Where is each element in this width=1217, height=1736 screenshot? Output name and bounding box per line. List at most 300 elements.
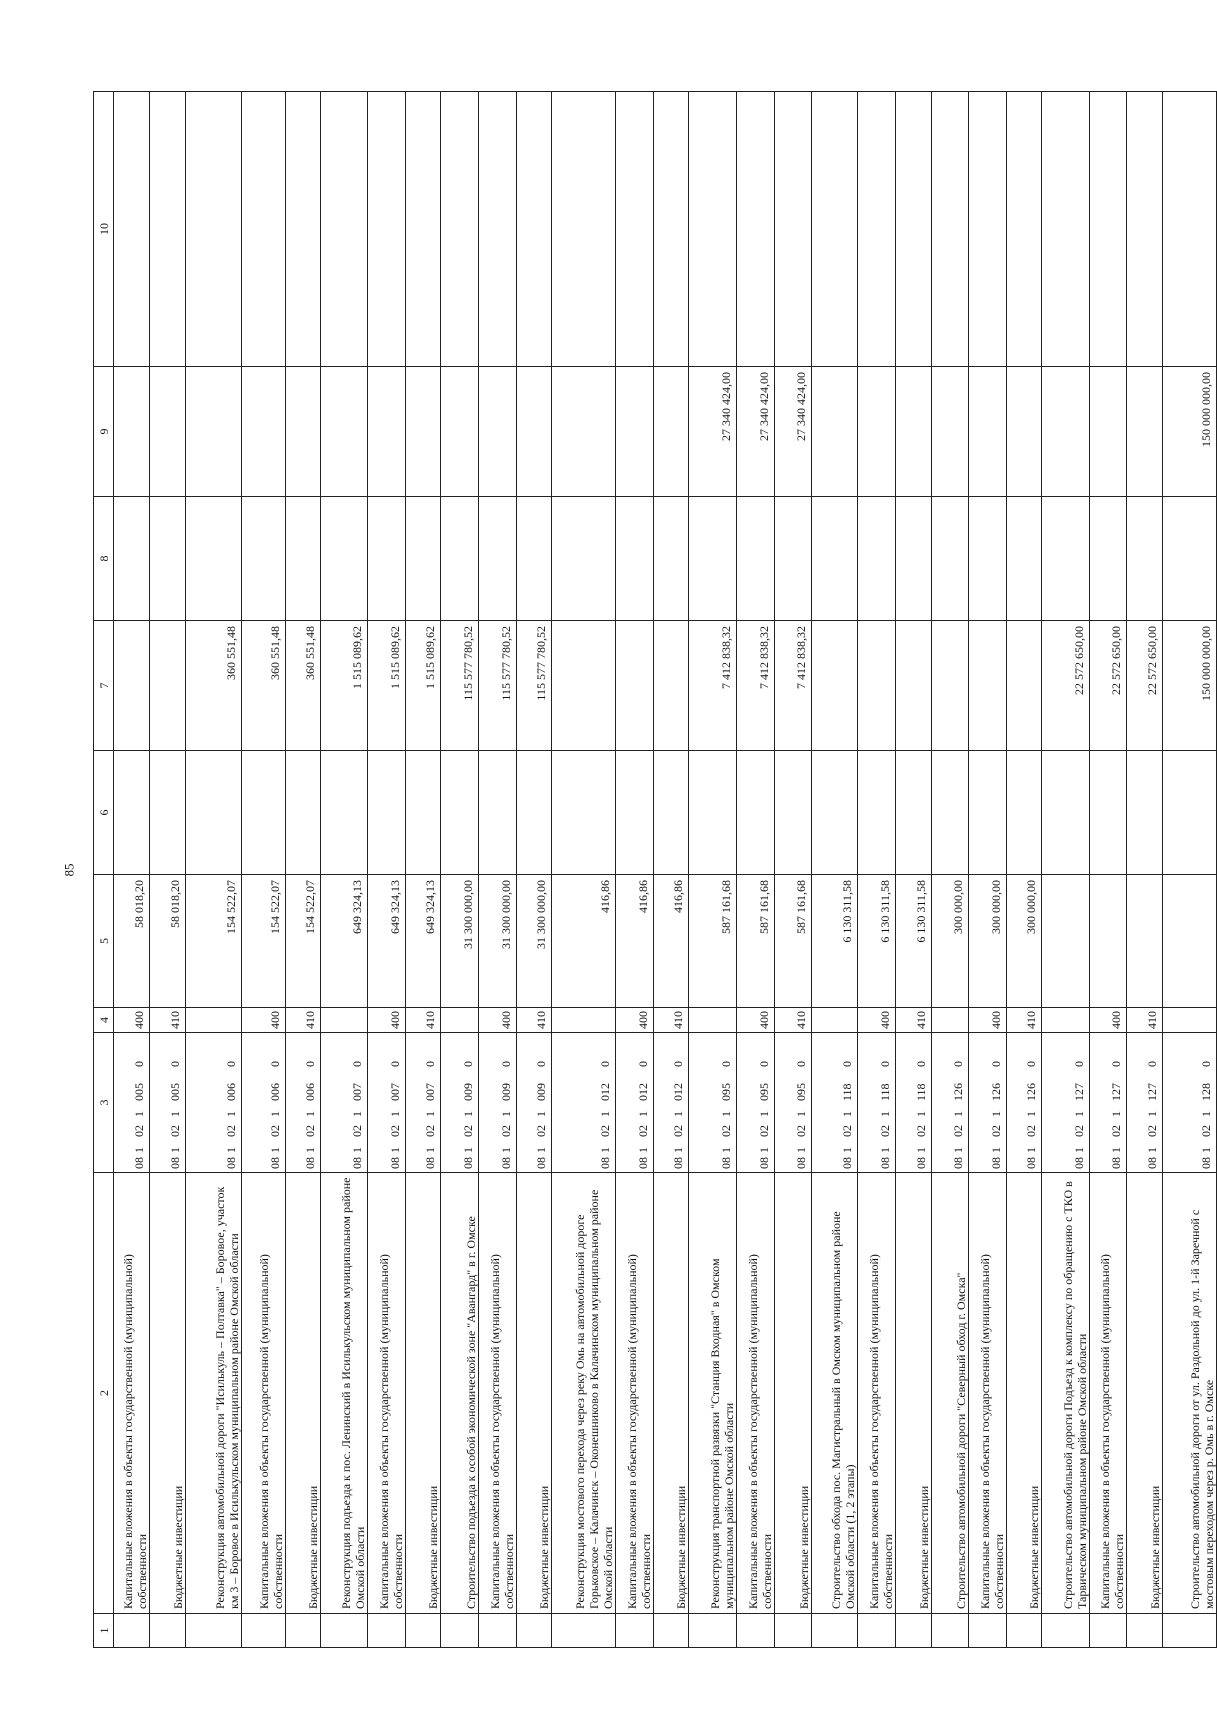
table-row bbox=[812, 92, 858, 1648]
row-name-cell: Капитальные вложения в объекты государственной (муниципальной) собственности bbox=[858, 1173, 896, 1614]
row-type-cell bbox=[552, 1008, 616, 1033]
row-col1-cell bbox=[1163, 1614, 1217, 1648]
row-value-cell-c5: 587 161,68 bbox=[737, 875, 775, 1008]
code-part: 1 bbox=[1145, 1147, 1159, 1153]
code-part: 02 bbox=[168, 1125, 182, 1137]
row-col1-cell bbox=[1127, 1614, 1163, 1648]
table-row bbox=[1007, 92, 1042, 1648]
table-row bbox=[689, 92, 737, 1648]
row-name-cell: Бюджетные инвестиции bbox=[150, 1173, 186, 1614]
row-col1-cell bbox=[406, 1614, 441, 1648]
row-col1-cell bbox=[896, 1614, 932, 1648]
row-value-cell-c7 bbox=[552, 621, 616, 751]
page-number-text: 85 bbox=[61, 863, 76, 877]
row-value-cell-c7: 7 412 838,32 bbox=[775, 621, 812, 751]
row-col1-cell bbox=[242, 1614, 286, 1648]
code-part: 009 bbox=[534, 1083, 548, 1101]
row-code-cell bbox=[479, 1033, 517, 1173]
row-value-cell-c10 bbox=[969, 92, 1007, 367]
row-type-cell: 410 bbox=[775, 1008, 812, 1033]
row-value-cell-c9 bbox=[517, 367, 552, 497]
code-part: 095 bbox=[719, 1083, 733, 1101]
code-part: 0 bbox=[757, 1061, 771, 1067]
code-part: 1 bbox=[878, 1111, 892, 1117]
row-type-cell: 400 bbox=[242, 1008, 286, 1033]
row-type-cell bbox=[1163, 1008, 1217, 1033]
row-col1-cell bbox=[114, 1614, 150, 1648]
table-row bbox=[242, 92, 286, 1648]
row-value-cell-c7 bbox=[114, 621, 150, 751]
row-value-cell-c6 bbox=[406, 751, 441, 875]
row-type-cell bbox=[186, 1008, 242, 1033]
code-part: 006 bbox=[303, 1083, 317, 1101]
row-name-cell: Капитальные вложения в объекты государственной (муниципальной) собственности bbox=[737, 1173, 775, 1614]
row-code-cell bbox=[441, 1033, 479, 1173]
row-value-cell-c10 bbox=[689, 92, 737, 367]
header-cell-8: 8 bbox=[94, 497, 114, 621]
row-col1-cell bbox=[1090, 1614, 1127, 1648]
code-part: 0 bbox=[878, 1061, 892, 1067]
code-part: 02 bbox=[132, 1125, 146, 1137]
row-value-cell-c10 bbox=[406, 92, 441, 367]
row-code-cell bbox=[150, 1033, 186, 1173]
row-type-cell bbox=[441, 1008, 479, 1033]
code-part: 1 bbox=[914, 1111, 928, 1117]
row-value-cell-c6 bbox=[1163, 751, 1217, 875]
row-value-cell-c9 bbox=[858, 367, 896, 497]
row-code-cell bbox=[1090, 1033, 1127, 1173]
row-value-cell-c5: 416,86 bbox=[616, 875, 654, 1008]
row-value-cell-c8 bbox=[242, 497, 286, 621]
code-part: 005 bbox=[132, 1083, 146, 1101]
table-row bbox=[775, 92, 812, 1648]
code-part: 1 bbox=[224, 1147, 238, 1153]
header-cell-9: 9 bbox=[94, 367, 114, 497]
row-type-cell bbox=[321, 1008, 368, 1033]
row-type-cell: 400 bbox=[479, 1008, 517, 1033]
code-part: 0 bbox=[423, 1061, 437, 1067]
row-col1-cell bbox=[689, 1614, 737, 1648]
code-part: 02 bbox=[757, 1125, 771, 1137]
code-part: 1 bbox=[719, 1111, 733, 1117]
code-part: 02 bbox=[671, 1125, 685, 1137]
row-type-cell: 400 bbox=[737, 1008, 775, 1033]
row-value-cell-c6 bbox=[286, 751, 321, 875]
code-part: 1 bbox=[388, 1111, 402, 1117]
row-value-cell-c10 bbox=[932, 92, 969, 367]
row-value-cell-c9 bbox=[1042, 367, 1090, 497]
code-part: 08 bbox=[499, 1157, 513, 1169]
code-part: 009 bbox=[499, 1083, 513, 1101]
row-name-cell: Реконструкция мостового перехода через реку Омь на автомобильной дороге Горьковское – Калачинск – Оконешниково в Калачинском муниципальном районе Омской области bbox=[552, 1173, 616, 1614]
table-row bbox=[1127, 92, 1163, 1648]
row-value-cell-c6 bbox=[479, 751, 517, 875]
row-value-cell-c7 bbox=[932, 621, 969, 751]
row-value-cell-c10 bbox=[1090, 92, 1127, 367]
row-name-cell: Реконструкция автомобильной дороги "Исилькуль – Полтавка" – Боровое, участок км 3 – Боровое в Исилькульском муниципальном районе Омской области bbox=[186, 1173, 242, 1614]
row-col1-cell bbox=[775, 1614, 812, 1648]
row-value-cell-c7: 1 515 089,62 bbox=[321, 621, 368, 751]
row-type-cell: 410 bbox=[654, 1008, 689, 1033]
code-part: 08 bbox=[1024, 1157, 1038, 1169]
row-value-cell-c9 bbox=[150, 367, 186, 497]
row-value-cell-c6 bbox=[932, 751, 969, 875]
row-value-cell-c10 bbox=[441, 92, 479, 367]
row-value-cell-c8 bbox=[186, 497, 242, 621]
row-value-cell-c8 bbox=[932, 497, 969, 621]
row-value-cell-c7: 7 412 838,32 bbox=[737, 621, 775, 751]
row-value-cell-c6 bbox=[552, 751, 616, 875]
code-part: 007 bbox=[350, 1083, 364, 1101]
row-name-cell: Бюджетные инвестиции bbox=[1127, 1173, 1163, 1614]
row-code-cell bbox=[552, 1033, 616, 1173]
row-value-cell-c8 bbox=[1042, 497, 1090, 621]
code-part: 08 bbox=[224, 1157, 238, 1169]
code-part: 1 bbox=[1199, 1147, 1213, 1153]
row-value-cell-c5: 31 300 000,00 bbox=[517, 875, 552, 1008]
table-row bbox=[368, 92, 406, 1648]
table-row bbox=[479, 92, 517, 1648]
code-part: 127 bbox=[1109, 1083, 1123, 1101]
row-value-cell-c9 bbox=[552, 367, 616, 497]
code-part: 1 bbox=[794, 1147, 808, 1153]
row-value-cell-c10 bbox=[186, 92, 242, 367]
row-value-cell-c8 bbox=[896, 497, 932, 621]
code-part: 02 bbox=[268, 1125, 282, 1137]
table-row bbox=[406, 92, 441, 1648]
code-part: 1 bbox=[598, 1111, 612, 1117]
row-value-cell-c8 bbox=[1127, 497, 1163, 621]
code-part: 012 bbox=[636, 1083, 650, 1101]
header-cell-1: 1 bbox=[94, 1614, 114, 1648]
row-col1-cell bbox=[812, 1614, 858, 1648]
code-part: 0 bbox=[303, 1061, 317, 1067]
code-part: 1 bbox=[268, 1147, 282, 1153]
row-value-cell-c6 bbox=[368, 751, 406, 875]
code-part: 1 bbox=[989, 1147, 1003, 1153]
row-value-cell-c5 bbox=[1127, 875, 1163, 1008]
row-value-cell-c5: 154 522,07 bbox=[286, 875, 321, 1008]
row-value-cell-c7: 7 412 838,32 bbox=[689, 621, 737, 751]
row-value-cell-c8 bbox=[616, 497, 654, 621]
row-code-cell bbox=[186, 1033, 242, 1173]
code-part: 1 bbox=[719, 1147, 733, 1153]
row-type-cell: 410 bbox=[286, 1008, 321, 1033]
row-value-cell-c10 bbox=[812, 92, 858, 367]
row-type-cell bbox=[812, 1008, 858, 1033]
row-value-cell-c6 bbox=[1127, 751, 1163, 875]
code-part: 1 bbox=[1072, 1147, 1086, 1153]
row-value-cell-c8 bbox=[812, 497, 858, 621]
code-part: 126 bbox=[989, 1083, 1003, 1101]
row-value-cell-c10 bbox=[1163, 92, 1217, 367]
row-value-cell-c9 bbox=[1127, 367, 1163, 497]
row-value-cell-c6 bbox=[737, 751, 775, 875]
code-part: 08 bbox=[388, 1157, 402, 1169]
row-code-cell bbox=[242, 1033, 286, 1173]
code-part: 02 bbox=[1145, 1125, 1159, 1137]
code-part: 08 bbox=[840, 1157, 854, 1169]
row-value-cell-c6 bbox=[321, 751, 368, 875]
row-value-cell-c10 bbox=[368, 92, 406, 367]
row-type-cell: 410 bbox=[406, 1008, 441, 1033]
code-part: 1 bbox=[499, 1111, 513, 1117]
row-value-cell-c7 bbox=[812, 621, 858, 751]
header-cell-5: 5 bbox=[94, 875, 114, 1008]
code-part: 118 bbox=[914, 1083, 928, 1101]
row-value-cell-c5: 6 130 311,58 bbox=[858, 875, 896, 1008]
row-value-cell-c6 bbox=[654, 751, 689, 875]
row-value-cell-c7: 115 577 780,52 bbox=[517, 621, 552, 751]
row-value-cell-c7 bbox=[969, 621, 1007, 751]
code-part: 1 bbox=[671, 1147, 685, 1153]
code-part: 02 bbox=[598, 1125, 612, 1137]
code-part: 1 bbox=[1109, 1147, 1123, 1153]
row-value-cell-c9: 27 340 424,00 bbox=[737, 367, 775, 497]
code-part: 08 bbox=[268, 1157, 282, 1169]
row-name-cell: Строительство автомобильной дороги от ул. Раздольной до ул. 1-й Заречной с мостовым переходом через р. Омь в г. Омске bbox=[1163, 1173, 1217, 1614]
row-value-cell-c10 bbox=[286, 92, 321, 367]
row-value-cell-c5: 300 000,00 bbox=[932, 875, 969, 1008]
row-name-cell: Капитальные вложения в объекты государственной (муниципальной) собственности bbox=[479, 1173, 517, 1614]
row-value-cell-c8 bbox=[1007, 497, 1042, 621]
code-part: 0 bbox=[461, 1061, 475, 1067]
code-part: 08 bbox=[794, 1157, 808, 1169]
code-part: 1 bbox=[951, 1147, 965, 1153]
row-value-cell-c10 bbox=[1127, 92, 1163, 367]
table-row bbox=[321, 92, 368, 1648]
row-col1-cell bbox=[517, 1614, 552, 1648]
row-value-cell-c5: 154 522,07 bbox=[242, 875, 286, 1008]
row-value-cell-c9 bbox=[368, 367, 406, 497]
row-col1-cell bbox=[321, 1614, 368, 1648]
budget-table bbox=[93, 91, 1217, 1648]
code-part: 08 bbox=[1199, 1157, 1213, 1169]
code-part: 1 bbox=[794, 1111, 808, 1117]
row-value-cell-c8 bbox=[654, 497, 689, 621]
code-part: 0 bbox=[989, 1061, 1003, 1067]
row-type-cell: 400 bbox=[858, 1008, 896, 1033]
table-row bbox=[114, 92, 150, 1648]
table-row bbox=[932, 92, 969, 1648]
row-value-cell-c9 bbox=[969, 367, 1007, 497]
code-part: 0 bbox=[840, 1061, 854, 1067]
row-value-cell-c10 bbox=[517, 92, 552, 367]
row-value-cell-c9 bbox=[479, 367, 517, 497]
code-part: 08 bbox=[423, 1157, 437, 1169]
code-part: 1 bbox=[1199, 1111, 1213, 1117]
row-value-cell-c10 bbox=[1042, 92, 1090, 367]
code-part: 1 bbox=[168, 1147, 182, 1153]
row-value-cell-c8 bbox=[368, 497, 406, 621]
row-value-cell-c9 bbox=[616, 367, 654, 497]
code-part: 0 bbox=[1072, 1061, 1086, 1067]
row-value-cell-c6 bbox=[812, 751, 858, 875]
table-row bbox=[1090, 92, 1127, 1648]
row-value-cell-c7: 150 000 000,00 bbox=[1163, 621, 1217, 751]
code-part: 08 bbox=[168, 1157, 182, 1169]
row-value-cell-c7: 360 551,48 bbox=[286, 621, 321, 751]
row-value-cell-c8 bbox=[737, 497, 775, 621]
table-row bbox=[616, 92, 654, 1648]
code-part: 1 bbox=[1109, 1111, 1123, 1117]
code-part: 08 bbox=[878, 1157, 892, 1169]
row-value-cell-c9 bbox=[286, 367, 321, 497]
code-part: 1 bbox=[132, 1111, 146, 1117]
code-part: 0 bbox=[388, 1061, 402, 1067]
code-part: 08 bbox=[132, 1157, 146, 1169]
code-part: 1 bbox=[461, 1111, 475, 1117]
code-part: 0 bbox=[598, 1061, 612, 1067]
row-value-cell-c8 bbox=[150, 497, 186, 621]
row-type-cell: 410 bbox=[517, 1008, 552, 1033]
row-name-cell: Бюджетные инвестиции bbox=[896, 1173, 932, 1614]
row-value-cell-c5: 58 018,20 bbox=[114, 875, 150, 1008]
row-value-cell-c9 bbox=[441, 367, 479, 497]
row-col1-cell bbox=[441, 1614, 479, 1648]
code-part: 02 bbox=[461, 1125, 475, 1137]
row-value-cell-c8 bbox=[479, 497, 517, 621]
row-code-cell bbox=[1163, 1033, 1217, 1173]
table-row bbox=[286, 92, 321, 1648]
code-part: 0 bbox=[719, 1061, 733, 1067]
row-code-cell bbox=[114, 1033, 150, 1173]
row-value-cell-c7 bbox=[858, 621, 896, 751]
row-col1-cell bbox=[186, 1614, 242, 1648]
row-name-cell: Строительство обхода пос. Магистральный в Омском муниципальном районе Омской области (1, 2 этапы) bbox=[812, 1173, 858, 1614]
row-code-cell bbox=[896, 1033, 932, 1173]
code-part: 02 bbox=[423, 1125, 437, 1137]
row-value-cell-c8 bbox=[321, 497, 368, 621]
code-part: 1 bbox=[671, 1111, 685, 1117]
row-value-cell-c9 bbox=[1090, 367, 1127, 497]
row-value-cell-c10 bbox=[616, 92, 654, 367]
code-part: 127 bbox=[1145, 1083, 1159, 1101]
row-value-cell-c6 bbox=[1042, 751, 1090, 875]
code-part: 08 bbox=[534, 1157, 548, 1169]
code-part: 08 bbox=[303, 1157, 317, 1169]
row-value-cell-c5: 300 000,00 bbox=[969, 875, 1007, 1008]
code-part: 1 bbox=[534, 1147, 548, 1153]
row-value-cell-c8 bbox=[775, 497, 812, 621]
row-type-cell: 400 bbox=[1090, 1008, 1127, 1033]
row-type-cell bbox=[1042, 1008, 1090, 1033]
table-row bbox=[150, 92, 186, 1648]
row-value-cell-c5: 300 000,00 bbox=[1007, 875, 1042, 1008]
row-value-cell-c10 bbox=[775, 92, 812, 367]
row-name-cell: Реконструкция подъезда к пос. Ленинский в Исилькульском муниципальном районе Омской области bbox=[321, 1173, 368, 1614]
row-value-cell-c8 bbox=[1163, 497, 1217, 621]
code-part: 1 bbox=[757, 1111, 771, 1117]
row-code-cell bbox=[654, 1033, 689, 1173]
code-part: 126 bbox=[1024, 1083, 1038, 1101]
header-cell-7: 7 bbox=[94, 621, 114, 751]
row-code-cell bbox=[286, 1033, 321, 1173]
row-value-cell-c9 bbox=[896, 367, 932, 497]
row-value-cell-c6 bbox=[1090, 751, 1127, 875]
code-part: 0 bbox=[168, 1061, 182, 1067]
code-part: 126 bbox=[951, 1083, 965, 1101]
code-part: 1 bbox=[1145, 1111, 1159, 1117]
table-row bbox=[186, 92, 242, 1648]
row-col1-cell bbox=[1042, 1614, 1090, 1648]
row-code-cell bbox=[517, 1033, 552, 1173]
code-part: 007 bbox=[423, 1083, 437, 1101]
row-value-cell-c10 bbox=[479, 92, 517, 367]
row-value-cell-c6 bbox=[969, 751, 1007, 875]
row-type-cell: 400 bbox=[969, 1008, 1007, 1033]
header-row bbox=[94, 92, 114, 1648]
code-part: 08 bbox=[461, 1157, 475, 1169]
code-part: 0 bbox=[132, 1061, 146, 1067]
row-code-cell bbox=[321, 1033, 368, 1173]
row-value-cell-c9: 27 340 424,00 bbox=[689, 367, 737, 497]
row-value-cell-c6 bbox=[616, 751, 654, 875]
row-value-cell-c7: 22 572 650,00 bbox=[1127, 621, 1163, 751]
code-part: 1 bbox=[840, 1111, 854, 1117]
page-number bbox=[58, 855, 80, 885]
code-part: 08 bbox=[1145, 1157, 1159, 1169]
code-part: 006 bbox=[268, 1083, 282, 1101]
code-part: 02 bbox=[350, 1125, 364, 1137]
row-col1-cell bbox=[286, 1614, 321, 1648]
code-part: 1 bbox=[423, 1147, 437, 1153]
code-part: 0 bbox=[224, 1061, 238, 1067]
row-value-cell-c9 bbox=[406, 367, 441, 497]
row-value-cell-c5: 31 300 000,00 bbox=[441, 875, 479, 1008]
code-part: 1 bbox=[388, 1147, 402, 1153]
row-code-cell bbox=[1007, 1033, 1042, 1173]
row-type-cell bbox=[932, 1008, 969, 1033]
code-part: 1 bbox=[840, 1147, 854, 1153]
row-value-cell-c9 bbox=[114, 367, 150, 497]
row-code-cell bbox=[775, 1033, 812, 1173]
table-row bbox=[1163, 92, 1217, 1648]
row-value-cell-c6 bbox=[441, 751, 479, 875]
row-name-cell: Строительство автомобильной дороги "Северный обход г. Омска" bbox=[932, 1173, 969, 1614]
row-name-cell: Бюджетные инвестиции bbox=[517, 1173, 552, 1614]
row-value-cell-c6 bbox=[517, 751, 552, 875]
code-part: 0 bbox=[534, 1061, 548, 1067]
code-part: 1 bbox=[1024, 1111, 1038, 1117]
row-value-cell-c7: 115 577 780,52 bbox=[479, 621, 517, 751]
row-value-cell-c5: 587 161,68 bbox=[775, 875, 812, 1008]
code-part: 1 bbox=[951, 1111, 965, 1117]
row-value-cell-c8 bbox=[1090, 497, 1127, 621]
code-part: 08 bbox=[1109, 1157, 1123, 1169]
row-name-cell: Бюджетные инвестиции bbox=[775, 1173, 812, 1614]
row-value-cell-c5: 58 018,20 bbox=[150, 875, 186, 1008]
table-row bbox=[552, 92, 616, 1648]
row-value-cell-c5 bbox=[1090, 875, 1127, 1008]
code-part: 08 bbox=[1072, 1157, 1086, 1169]
row-value-cell-c7 bbox=[896, 621, 932, 751]
row-col1-cell bbox=[479, 1614, 517, 1648]
row-value-cell-c10 bbox=[242, 92, 286, 367]
row-col1-cell bbox=[368, 1614, 406, 1648]
code-part: 02 bbox=[914, 1125, 928, 1137]
row-code-cell bbox=[812, 1033, 858, 1173]
code-part: 1 bbox=[461, 1147, 475, 1153]
row-value-cell-c9 bbox=[1007, 367, 1042, 497]
row-value-cell-c5 bbox=[1042, 875, 1090, 1008]
rotated-table-container bbox=[93, 92, 1216, 1648]
code-part: 1 bbox=[268, 1111, 282, 1117]
row-value-cell-c6 bbox=[858, 751, 896, 875]
row-value-cell-c8 bbox=[406, 497, 441, 621]
code-part: 0 bbox=[951, 1061, 965, 1067]
code-part: 02 bbox=[303, 1125, 317, 1137]
